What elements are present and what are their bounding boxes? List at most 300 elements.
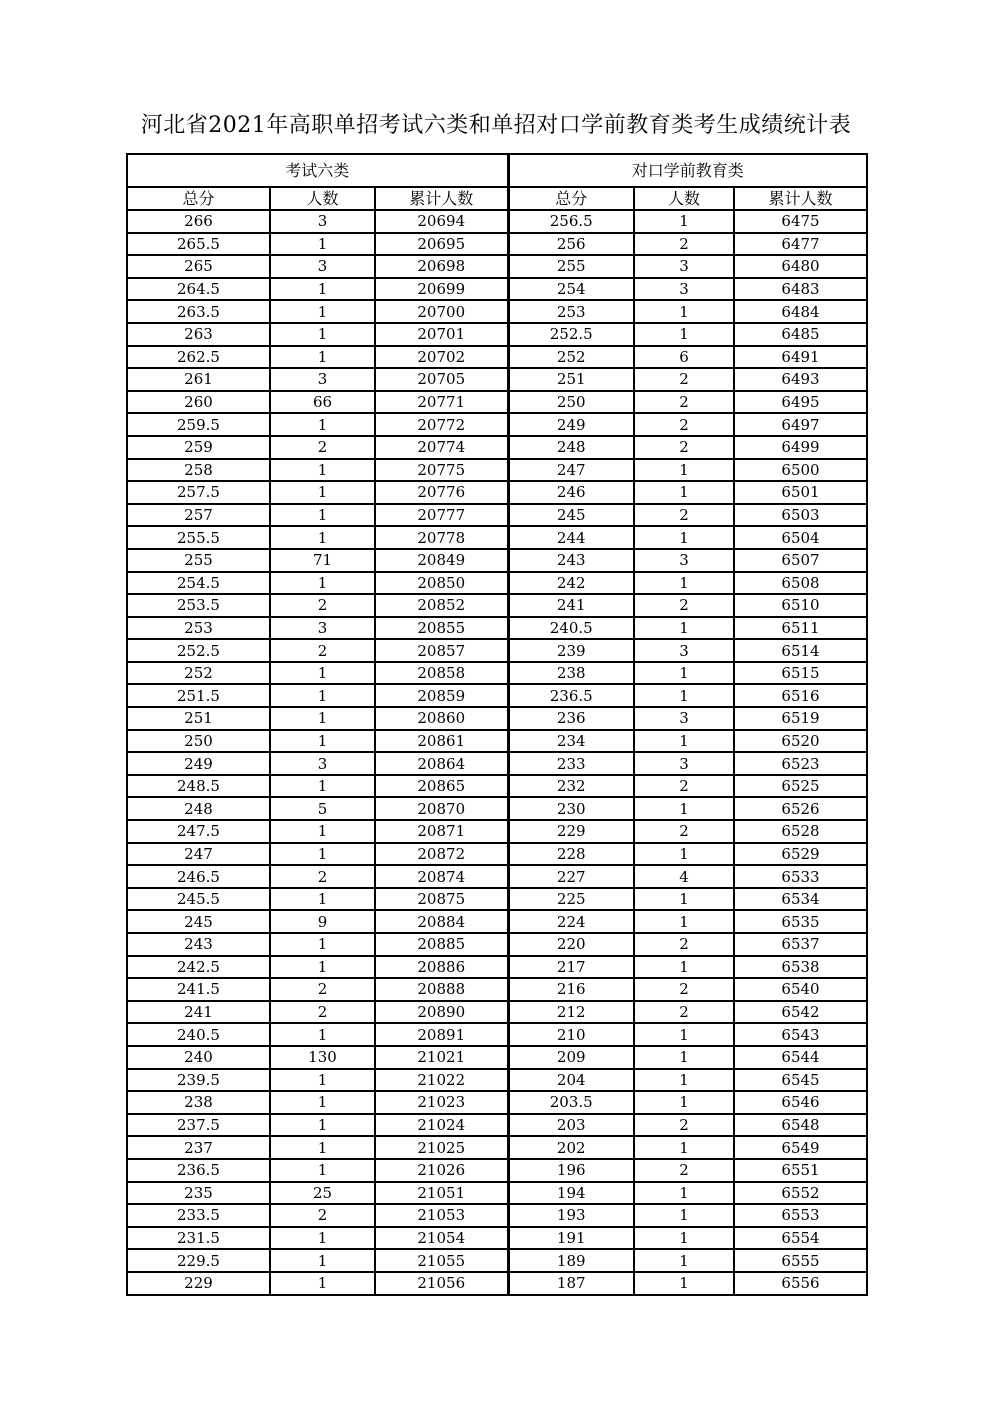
score-cell: 247 <box>127 843 270 866</box>
cumulative-cell: 6545 <box>734 1069 867 1092</box>
table-row <box>127 346 867 369</box>
cumulative-cell: 20694 <box>375 210 508 233</box>
count-cell: 3 <box>634 549 734 572</box>
cumulative-cell: 6495 <box>734 391 867 414</box>
cumulative-cell: 6514 <box>734 639 867 662</box>
score-cell: 233 <box>508 752 634 775</box>
cumulative-cell: 20891 <box>375 1023 508 1046</box>
count-cell: 1 <box>270 459 375 482</box>
score-cell: 191 <box>508 1227 634 1250</box>
score-cell: 250 <box>127 730 270 753</box>
count-cell: 1 <box>270 572 375 595</box>
count-cell: 1 <box>270 888 375 911</box>
count-cell: 2 <box>634 594 734 617</box>
cumulative-cell: 21023 <box>375 1091 508 1114</box>
count-cell: 66 <box>270 391 375 414</box>
score-cell: 217 <box>508 956 634 979</box>
table-row <box>127 1159 867 1182</box>
score-cell: 248.5 <box>127 775 270 798</box>
score-cell: 263 <box>127 323 270 346</box>
count-cell: 2 <box>634 391 734 414</box>
cumulative-cell: 6546 <box>734 1091 867 1114</box>
table-row <box>127 910 867 933</box>
count-cell: 1 <box>270 1249 375 1272</box>
table-row <box>127 820 867 843</box>
score-cell: 202 <box>508 1136 634 1159</box>
count-cell: 1 <box>270 956 375 979</box>
table-row <box>127 1091 867 1114</box>
score-cell: 253 <box>508 300 634 323</box>
score-cell: 257.5 <box>127 481 270 504</box>
cumulative-cell: 20700 <box>375 300 508 323</box>
table-row <box>127 549 867 572</box>
score-cell: 237.5 <box>127 1114 270 1137</box>
cumulative-cell: 6497 <box>734 413 867 436</box>
count-cell: 3 <box>634 752 734 775</box>
column-header-row <box>127 187 867 210</box>
count-cell: 1 <box>270 684 375 707</box>
count-cell: 2 <box>634 1001 734 1024</box>
column-header-total-score: 总分 <box>508 187 634 210</box>
cumulative-cell: 6516 <box>734 684 867 707</box>
cumulative-cell: 20778 <box>375 526 508 549</box>
count-cell: 1 <box>270 526 375 549</box>
count-cell: 1 <box>634 1091 734 1114</box>
group-header-preschool-education: 对口学前教育类 <box>508 154 867 187</box>
table-row <box>127 617 867 640</box>
count-cell: 3 <box>634 707 734 730</box>
count-cell: 1 <box>634 662 734 685</box>
score-cell: 259 <box>127 436 270 459</box>
score-cell: 252 <box>127 662 270 685</box>
count-cell: 1 <box>270 1069 375 1092</box>
count-cell: 3 <box>270 255 375 278</box>
table-row <box>127 323 867 346</box>
count-cell: 2 <box>634 233 734 256</box>
score-cell: 258 <box>127 459 270 482</box>
score-cell: 237 <box>127 1136 270 1159</box>
count-cell: 1 <box>270 413 375 436</box>
table-row <box>127 368 867 391</box>
score-cell: 209 <box>508 1046 634 1069</box>
count-cell: 2 <box>270 594 375 617</box>
score-cell: 239 <box>508 639 634 662</box>
cumulative-cell: 6511 <box>734 617 867 640</box>
count-cell: 1 <box>634 1046 734 1069</box>
count-cell: 2 <box>270 978 375 1001</box>
count-cell: 2 <box>634 820 734 843</box>
count-cell: 2 <box>634 978 734 1001</box>
count-cell: 1 <box>270 1091 375 1114</box>
table-row <box>127 1182 867 1205</box>
table-row <box>127 300 867 323</box>
cumulative-cell: 6544 <box>734 1046 867 1069</box>
count-cell: 2 <box>270 639 375 662</box>
table-row <box>127 391 867 414</box>
cumulative-cell: 20886 <box>375 956 508 979</box>
count-cell: 1 <box>634 1272 734 1295</box>
table-row <box>127 752 867 775</box>
score-cell: 238 <box>127 1091 270 1114</box>
table-row <box>127 278 867 301</box>
table-row <box>127 1249 867 1272</box>
cumulative-cell: 6477 <box>734 233 867 256</box>
score-cell: 260 <box>127 391 270 414</box>
column-header-count: 人数 <box>270 187 375 210</box>
count-cell: 1 <box>270 481 375 504</box>
score-cell: 257 <box>127 504 270 527</box>
count-cell: 9 <box>270 910 375 933</box>
count-cell: 2 <box>270 1204 375 1227</box>
score-cell: 203 <box>508 1114 634 1137</box>
count-cell: 1 <box>634 910 734 933</box>
cumulative-cell: 20865 <box>375 775 508 798</box>
document-title: 河北省2021年高职单招考试六类和单招对口学前教育类考生成绩统计表 <box>140 113 852 138</box>
table-row <box>127 797 867 820</box>
score-cell: 262.5 <box>127 346 270 369</box>
cumulative-cell: 6549 <box>734 1136 867 1159</box>
table-row <box>127 210 867 233</box>
cumulative-cell: 6485 <box>734 323 867 346</box>
table-row <box>127 1136 867 1159</box>
score-cell: 229.5 <box>127 1249 270 1272</box>
cumulative-cell: 21021 <box>375 1046 508 1069</box>
count-cell: 1 <box>270 843 375 866</box>
cumulative-cell: 6542 <box>734 1001 867 1024</box>
count-cell: 2 <box>270 865 375 888</box>
cumulative-cell: 20857 <box>375 639 508 662</box>
cumulative-cell: 20695 <box>375 233 508 256</box>
table-row <box>127 572 867 595</box>
count-cell: 1 <box>270 233 375 256</box>
table-row <box>127 1227 867 1250</box>
cumulative-cell: 6493 <box>734 368 867 391</box>
cumulative-cell: 20884 <box>375 910 508 933</box>
cumulative-cell: 6503 <box>734 504 867 527</box>
score-cell: 236 <box>508 707 634 730</box>
score-cell: 253 <box>127 617 270 640</box>
score-cell: 265.5 <box>127 233 270 256</box>
score-cell: 248 <box>127 797 270 820</box>
score-cell: 187 <box>508 1272 634 1295</box>
count-cell: 1 <box>634 797 734 820</box>
score-cell: 264.5 <box>127 278 270 301</box>
cumulative-cell: 20858 <box>375 662 508 685</box>
count-cell: 1 <box>634 684 734 707</box>
table-row <box>127 888 867 911</box>
score-cell: 241 <box>127 1001 270 1024</box>
cumulative-cell: 20885 <box>375 933 508 956</box>
score-cell: 235 <box>127 1182 270 1205</box>
cumulative-cell: 21051 <box>375 1182 508 1205</box>
table-row <box>127 775 867 798</box>
count-cell: 1 <box>634 481 734 504</box>
score-cell: 246.5 <box>127 865 270 888</box>
cumulative-cell: 20875 <box>375 888 508 911</box>
cumulative-cell: 21056 <box>375 1272 508 1295</box>
cumulative-cell: 20861 <box>375 730 508 753</box>
cumulative-cell: 20699 <box>375 278 508 301</box>
count-cell: 3 <box>634 639 734 662</box>
count-cell: 71 <box>270 549 375 572</box>
count-cell: 2 <box>270 436 375 459</box>
cumulative-cell: 20702 <box>375 346 508 369</box>
score-cell: 265 <box>127 255 270 278</box>
column-header-count: 人数 <box>634 187 734 210</box>
score-cell: 253.5 <box>127 594 270 617</box>
score-cell: 245 <box>508 504 634 527</box>
table-row <box>127 956 867 979</box>
count-cell: 3 <box>270 210 375 233</box>
cumulative-cell: 6528 <box>734 820 867 843</box>
count-cell: 6 <box>634 346 734 369</box>
score-cell: 246 <box>508 481 634 504</box>
score-cell: 240.5 <box>508 617 634 640</box>
score-cell: 256.5 <box>508 210 634 233</box>
count-cell: 1 <box>634 572 734 595</box>
score-cell: 241 <box>508 594 634 617</box>
cumulative-cell: 6540 <box>734 978 867 1001</box>
score-cell: 227 <box>508 865 634 888</box>
count-cell: 1 <box>270 1159 375 1182</box>
score-cell: 234 <box>508 730 634 753</box>
count-cell: 2 <box>634 1114 734 1137</box>
cumulative-cell: 20872 <box>375 843 508 866</box>
cumulative-cell: 6554 <box>734 1227 867 1250</box>
cumulative-cell: 20871 <box>375 820 508 843</box>
count-cell: 1 <box>270 1227 375 1250</box>
count-cell: 1 <box>270 775 375 798</box>
cumulative-cell: 20888 <box>375 978 508 1001</box>
score-cell: 254.5 <box>127 572 270 595</box>
count-cell: 1 <box>270 662 375 685</box>
count-cell: 1 <box>634 526 734 549</box>
score-cell: 249 <box>508 413 634 436</box>
cumulative-cell: 21054 <box>375 1227 508 1250</box>
score-cell: 251 <box>508 368 634 391</box>
cumulative-cell: 20772 <box>375 413 508 436</box>
cumulative-cell: 6508 <box>734 572 867 595</box>
count-cell: 1 <box>634 730 734 753</box>
cumulative-cell: 21024 <box>375 1114 508 1137</box>
group-header-row <box>127 154 867 187</box>
cumulative-cell: 20777 <box>375 504 508 527</box>
table-row <box>127 843 867 866</box>
cumulative-cell: 6534 <box>734 888 867 911</box>
score-cell: 229 <box>508 820 634 843</box>
cumulative-cell: 20855 <box>375 617 508 640</box>
cumulative-cell: 6535 <box>734 910 867 933</box>
column-header-cumulative: 累计人数 <box>734 187 867 210</box>
score-cell: 254 <box>508 278 634 301</box>
count-cell: 3 <box>270 752 375 775</box>
cumulative-cell: 21026 <box>375 1159 508 1182</box>
count-cell: 1 <box>270 504 375 527</box>
score-cell: 210 <box>508 1023 634 1046</box>
count-cell: 1 <box>634 1249 734 1272</box>
score-cell: 255 <box>127 549 270 572</box>
count-cell: 1 <box>634 1069 734 1092</box>
score-cell: 252.5 <box>508 323 634 346</box>
column-header-cumulative: 累计人数 <box>375 187 508 210</box>
table-row <box>127 526 867 549</box>
table-row <box>127 1069 867 1092</box>
count-cell: 1 <box>634 459 734 482</box>
score-cell: 225 <box>508 888 634 911</box>
count-cell: 1 <box>634 210 734 233</box>
cumulative-cell: 20849 <box>375 549 508 572</box>
score-cell: 243 <box>127 933 270 956</box>
cumulative-cell: 20852 <box>375 594 508 617</box>
score-cell: 252 <box>508 346 634 369</box>
table-row <box>127 933 867 956</box>
cumulative-cell: 20870 <box>375 797 508 820</box>
count-cell: 2 <box>634 413 734 436</box>
cumulative-cell: 21055 <box>375 1249 508 1272</box>
table-row <box>127 459 867 482</box>
count-cell: 2 <box>634 436 734 459</box>
cumulative-cell: 6510 <box>734 594 867 617</box>
cumulative-cell: 20890 <box>375 1001 508 1024</box>
count-cell: 1 <box>270 1114 375 1137</box>
cumulative-cell: 6507 <box>734 549 867 572</box>
score-cell: 230 <box>508 797 634 820</box>
table-row <box>127 684 867 707</box>
count-cell: 3 <box>270 368 375 391</box>
score-cell: 259.5 <box>127 413 270 436</box>
count-cell: 1 <box>270 1023 375 1046</box>
score-cell: 240 <box>127 1046 270 1069</box>
column-header-total-score: 总分 <box>127 187 270 210</box>
score-cell: 245.5 <box>127 888 270 911</box>
count-cell: 1 <box>270 730 375 753</box>
score-cell: 256 <box>508 233 634 256</box>
score-cell: 239.5 <box>127 1069 270 1092</box>
score-cell: 228 <box>508 843 634 866</box>
count-cell: 1 <box>634 1227 734 1250</box>
cumulative-cell: 6484 <box>734 300 867 323</box>
cumulative-cell: 6552 <box>734 1182 867 1205</box>
score-cell: 204 <box>508 1069 634 1092</box>
score-cell: 193 <box>508 1204 634 1227</box>
count-cell: 1 <box>270 820 375 843</box>
count-cell: 1 <box>634 888 734 911</box>
score-cell: 233.5 <box>127 1204 270 1227</box>
cumulative-cell: 6537 <box>734 933 867 956</box>
cumulative-cell: 20864 <box>375 752 508 775</box>
cumulative-cell: 6515 <box>734 662 867 685</box>
count-cell: 1 <box>270 707 375 730</box>
score-cell: 251 <box>127 707 270 730</box>
cumulative-cell: 6525 <box>734 775 867 798</box>
score-cell: 244 <box>508 526 634 549</box>
table-row <box>127 233 867 256</box>
cumulative-cell: 20874 <box>375 865 508 888</box>
count-cell: 2 <box>634 368 734 391</box>
score-cell: 194 <box>508 1182 634 1205</box>
count-cell: 1 <box>270 278 375 301</box>
score-cell: 203.5 <box>508 1091 634 1114</box>
table-row <box>127 594 867 617</box>
score-cell: 242.5 <box>127 956 270 979</box>
count-cell: 1 <box>270 346 375 369</box>
count-cell: 2 <box>634 504 734 527</box>
table-row <box>127 1046 867 1069</box>
count-cell: 1 <box>270 300 375 323</box>
score-cell: 250 <box>508 391 634 414</box>
score-cell: 248 <box>508 436 634 459</box>
cumulative-cell: 6491 <box>734 346 867 369</box>
count-cell: 1 <box>270 1136 375 1159</box>
cumulative-cell: 20776 <box>375 481 508 504</box>
cumulative-cell: 6500 <box>734 459 867 482</box>
cumulative-cell: 20701 <box>375 323 508 346</box>
cumulative-cell: 20774 <box>375 436 508 459</box>
count-cell: 1 <box>634 300 734 323</box>
count-cell: 1 <box>634 1023 734 1046</box>
score-cell: 251.5 <box>127 684 270 707</box>
cumulative-cell: 6529 <box>734 843 867 866</box>
cumulative-cell: 6483 <box>734 278 867 301</box>
count-cell: 1 <box>270 933 375 956</box>
score-cell: 242 <box>508 572 634 595</box>
cumulative-cell: 6475 <box>734 210 867 233</box>
table-row <box>127 1023 867 1046</box>
cumulative-cell: 6555 <box>734 1249 867 1272</box>
score-cell: 189 <box>508 1249 634 1272</box>
score-cell: 247.5 <box>127 820 270 843</box>
cumulative-cell: 21025 <box>375 1136 508 1159</box>
table-row <box>127 255 867 278</box>
table-row <box>127 662 867 685</box>
cumulative-cell: 6538 <box>734 956 867 979</box>
count-cell: 3 <box>634 255 734 278</box>
count-cell: 3 <box>270 617 375 640</box>
count-cell: 2 <box>634 933 734 956</box>
cumulative-cell: 20771 <box>375 391 508 414</box>
cumulative-cell: 21022 <box>375 1069 508 1092</box>
table-row <box>127 1204 867 1227</box>
count-cell: 25 <box>270 1182 375 1205</box>
count-cell: 1 <box>634 1136 734 1159</box>
count-cell: 130 <box>270 1046 375 1069</box>
count-cell: 1 <box>634 617 734 640</box>
score-statistics-table <box>126 153 868 1296</box>
cumulative-cell: 21053 <box>375 1204 508 1227</box>
table-row <box>127 1001 867 1024</box>
score-cell: 231.5 <box>127 1227 270 1250</box>
cumulative-cell: 6548 <box>734 1114 867 1137</box>
score-cell: 252.5 <box>127 639 270 662</box>
table-row <box>127 639 867 662</box>
score-cell: 216 <box>508 978 634 1001</box>
count-cell: 1 <box>634 1204 734 1227</box>
cumulative-cell: 20698 <box>375 255 508 278</box>
cumulative-cell: 6480 <box>734 255 867 278</box>
score-cell: 266 <box>127 210 270 233</box>
count-cell: 2 <box>270 1001 375 1024</box>
table-row <box>127 865 867 888</box>
score-cell: 196 <box>508 1159 634 1182</box>
score-cell: 255 <box>508 255 634 278</box>
cumulative-cell: 6543 <box>734 1023 867 1046</box>
cumulative-cell: 20850 <box>375 572 508 595</box>
score-cell: 232 <box>508 775 634 798</box>
table-row <box>127 481 867 504</box>
score-cell: 243 <box>508 549 634 572</box>
score-cell: 220 <box>508 933 634 956</box>
cumulative-cell: 6504 <box>734 526 867 549</box>
